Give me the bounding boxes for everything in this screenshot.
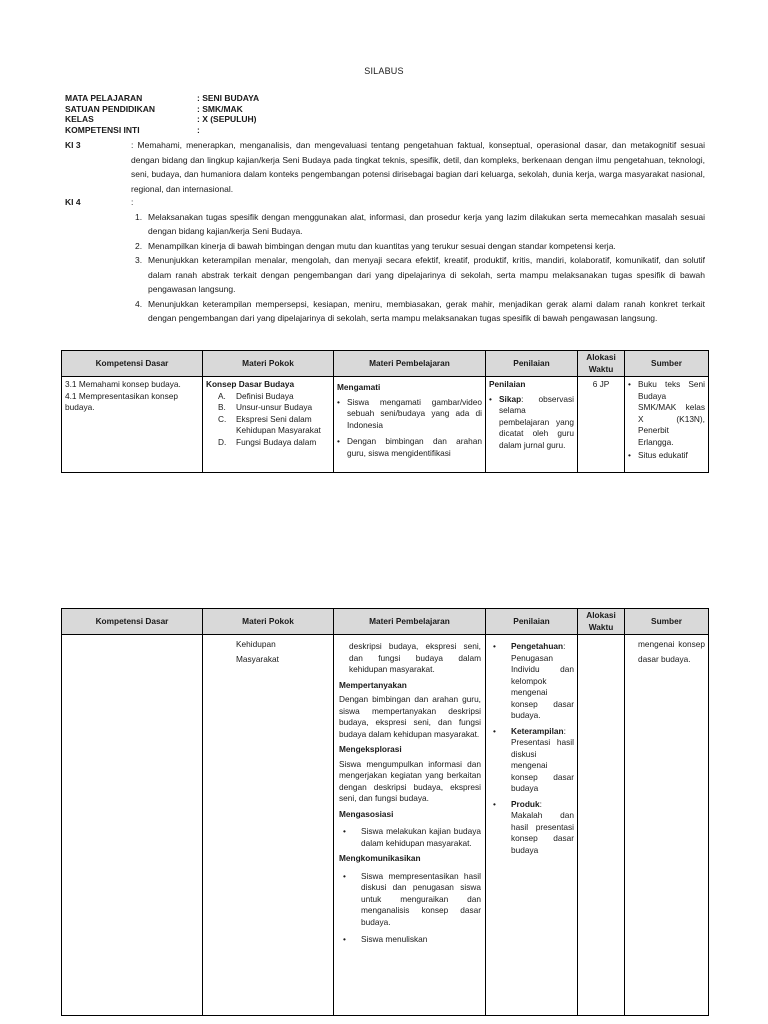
penilaian-title: Penilaian [489,379,526,389]
header-materi-pembelajaran: Materi Pembelajaran [334,609,486,635]
meta-value: : X (SEPULUH) [197,114,257,124]
ki3-label: KI 3 [65,140,81,150]
materi-pokok-item: A. Definisi Budaya [218,390,294,401]
sumber-item: • Situs edukatif [628,450,688,460]
meta-row-satuan-pendidikan [65,104,259,115]
meta-label: KOMPETENSI INTI [65,124,140,135]
mengamati-cont: deskripsi budaya, ekspresi seni, dan fungsi budaya dalam kehidupan masyarakat. [349,641,481,674]
header-sumber: Sumber [625,351,709,377]
cell-sumber [625,377,709,473]
kd-item: 3.1 Memahami konsep budaya. [65,379,181,389]
cell-materi-pembelajaran [334,377,486,473]
mengeksplorasi-text: Siswa mengumpulkan informasi dan mengerjakan kegiatan yang berkaitan dengan deskripsi budaya, ekspresi seni, dan fungsi budaya. [339,758,481,803]
meta-row-mata-pelajaran [65,93,259,104]
ki3-section [65,138,705,196]
header-alokasi-waktu: Alokasi Waktu [578,351,625,377]
mengkomunikasikan-title: Mengkomunikasikan [339,853,421,863]
identity-block [65,93,259,135]
materi-pokok-cont: Kehidupan Masyarakat [236,639,279,664]
penilaian-produk: • Produk: Makalah dan hasil presentasi konsep dasar budaya [493,798,574,855]
materi-pokok-item: B. Unsur-unsur Budaya [218,402,313,412]
ki4-item: 1. Melaksanakan tugas spesifik dengan menggunakan alat, informasi, dan prosedur kerja yang lazim dilakukan serta memecahkan masalah sesuai dengan bidang kajian/kerja Seni Budaya. [135,211,705,236]
penilaian-sikap: • Sikap: observasi selama pembelajaran yang dicatat oleh guru dalam jurnal guru. [489,393,574,450]
header-kompetensi-dasar: Kompetensi Dasar [62,609,203,635]
meta-row-kompetensi-inti [65,125,259,136]
header-sumber: Sumber [625,609,709,635]
header-materi-pokok: Materi Pokok [203,609,334,635]
header-penilaian: Penilaian [486,609,578,635]
materi-pokok-title: Konsep Dasar Budaya [206,379,295,389]
silabus-table-1 [61,350,709,473]
ki4-list [135,210,705,326]
meta-label: MATA PELAJARAN [65,93,143,103]
mempertanyakan-title: Mempertanyakan [339,679,407,690]
mempertanyakan-text: Dengan bimbingan dan arahan guru, siswa mempertanyakan deskripsi budaya, ekspresi seni, dan fungsi budaya dalam kehidupan masyarakat. [339,694,481,739]
mengamati-bullet: • Siswa mengamati gambar/video sebuah seni/budaya yang ada di Indonesia [337,396,482,430]
header-alokasi-waktu: Alokasi Waktu [578,609,625,635]
meta-value: : [197,124,200,135]
cell-penilaian [486,377,578,473]
mengamati-bullet: • Dengan bimbingan dan arahan guru, siswa mengidentifikasi [337,436,482,458]
header-penilaian: Penilaian [486,351,578,377]
cell-materi-pembelajaran [334,635,486,1016]
ki4-label: KI 4 [65,197,81,207]
ki4-section [65,195,705,326]
mengasosiasi-bullet: • Siswa melakukan kajian budaya dalam kehidupan masyarakat. [343,826,481,848]
meta-label: KELAS [65,114,94,124]
kd-item: 4.1 Mempresentasikan konsep budaya. [65,390,178,412]
mengasosiasi-title: Mengasosiasi [339,808,394,819]
ki4-item: 4. Menunjukkan keterampilan mempersepsi, kesiapan, meniru, membiasakan, gerak mahir, menjadikan gerak alami dalam ranah konkret terkait dengan pengembangan dari yang dipelajarinya di sekolah, serta mampu melaksanakan tugas spesifik di bawah pengawasan langsung. [135,298,705,323]
meta-value: : SMK/MAK [197,103,243,114]
sumber-cont: mengenai konsep dasar budaya. [638,639,705,664]
cell-alokasi-waktu: 6 JP [578,377,625,473]
meta-row-kelas [65,114,259,125]
header-materi-pokok: Materi Pokok [203,351,334,377]
header-kompetensi-dasar: Kompetensi Dasar [62,351,203,377]
penilaian-keterampilan: • Keterampilan: Presentasi hasil diskusi mengenai konsep dasar budaya [493,725,574,793]
cell-sumber [625,635,709,1016]
meta-value: : SENI BUDAYA [197,93,260,103]
mengkomunikasikan-bullet: • Siswa menuliskan [343,934,428,944]
mengeksplorasi-title: Mengeksplorasi [339,744,402,754]
penilaian-pengetahuan: • Pengetahuan: Penugasan Individu dan kelompok mengenai konsep dasar budaya. [493,641,574,720]
mengamati-title: Mengamati [337,382,381,392]
cell-kompetensi-dasar [62,635,203,1016]
sumber-item: • Buku teks Seni Budaya SMK/MAK kelas X (K13N), Penerbit Erlangga. [628,379,705,447]
silabus-table-2 [61,608,709,1016]
materi-pokok-item: D. Fungsi Budaya dalam [218,436,317,447]
ki4-item: 2. Menampilkan kinerja di bawah bimbingan dengan mutu dan kuantitas yang terukur sesuai dengan standar kompetensi kerja. [135,240,616,251]
header-materi-pembelajaran: Materi Pembelajaran [334,351,486,377]
cell-kompetensi-dasar [62,377,203,473]
ki4-colon: : [131,197,134,207]
meta-label: SATUAN PENDIDIKAN [65,103,156,114]
cell-materi-pokok [203,377,334,473]
ki4-item: 3. Menunjukkan keterampilan menalar, mengolah, dan menyaji secara efektif, kreatif, produktif, kritis, mandiri, kolaboratif, komunikatif, dan solutif dalam ranah abstrak terkait dengan pengembangan dari yang dipelajarinya di sekolah, serta mampu melaksanakan tugas spesifik di bawah pengawasan langsung. [135,255,705,294]
cell-alokasi-waktu [578,635,625,1016]
cell-penilaian [486,635,578,1016]
document-title: SILABUS [364,66,404,76]
cell-materi-pokok [203,635,334,1016]
materi-pokok-item: C. Ekspresi Seni dalam Kehidupan Masyarakat [218,413,321,435]
mengkomunikasikan-bullet: • Siswa mempresentasikan hasil diskusi dan penugasan siswa untuk menguraikan dan menganalisis konsep dasar budaya. [343,870,481,927]
ki3-text: : Memahami, menerapkan, menganalisis, dan mengevaluasi tentang pengetahuan faktual, konseptual, operasional dasar, dan metakognitif sesuai dengan bidang dan lingkup kajian/kerja Seni Budaya pada tingkat teknis, spesifik, detil, dan kompleks, berkenaan dengan ilmu pengetahuan, teknologi, seni, budaya, dan humaniora dalam konteks pengembangan potensi dirisebagai bagian dari keluarga, sekolah, dunia kerja, warga masyarakat nasional, regional, dan internasional. [131,140,705,194]
